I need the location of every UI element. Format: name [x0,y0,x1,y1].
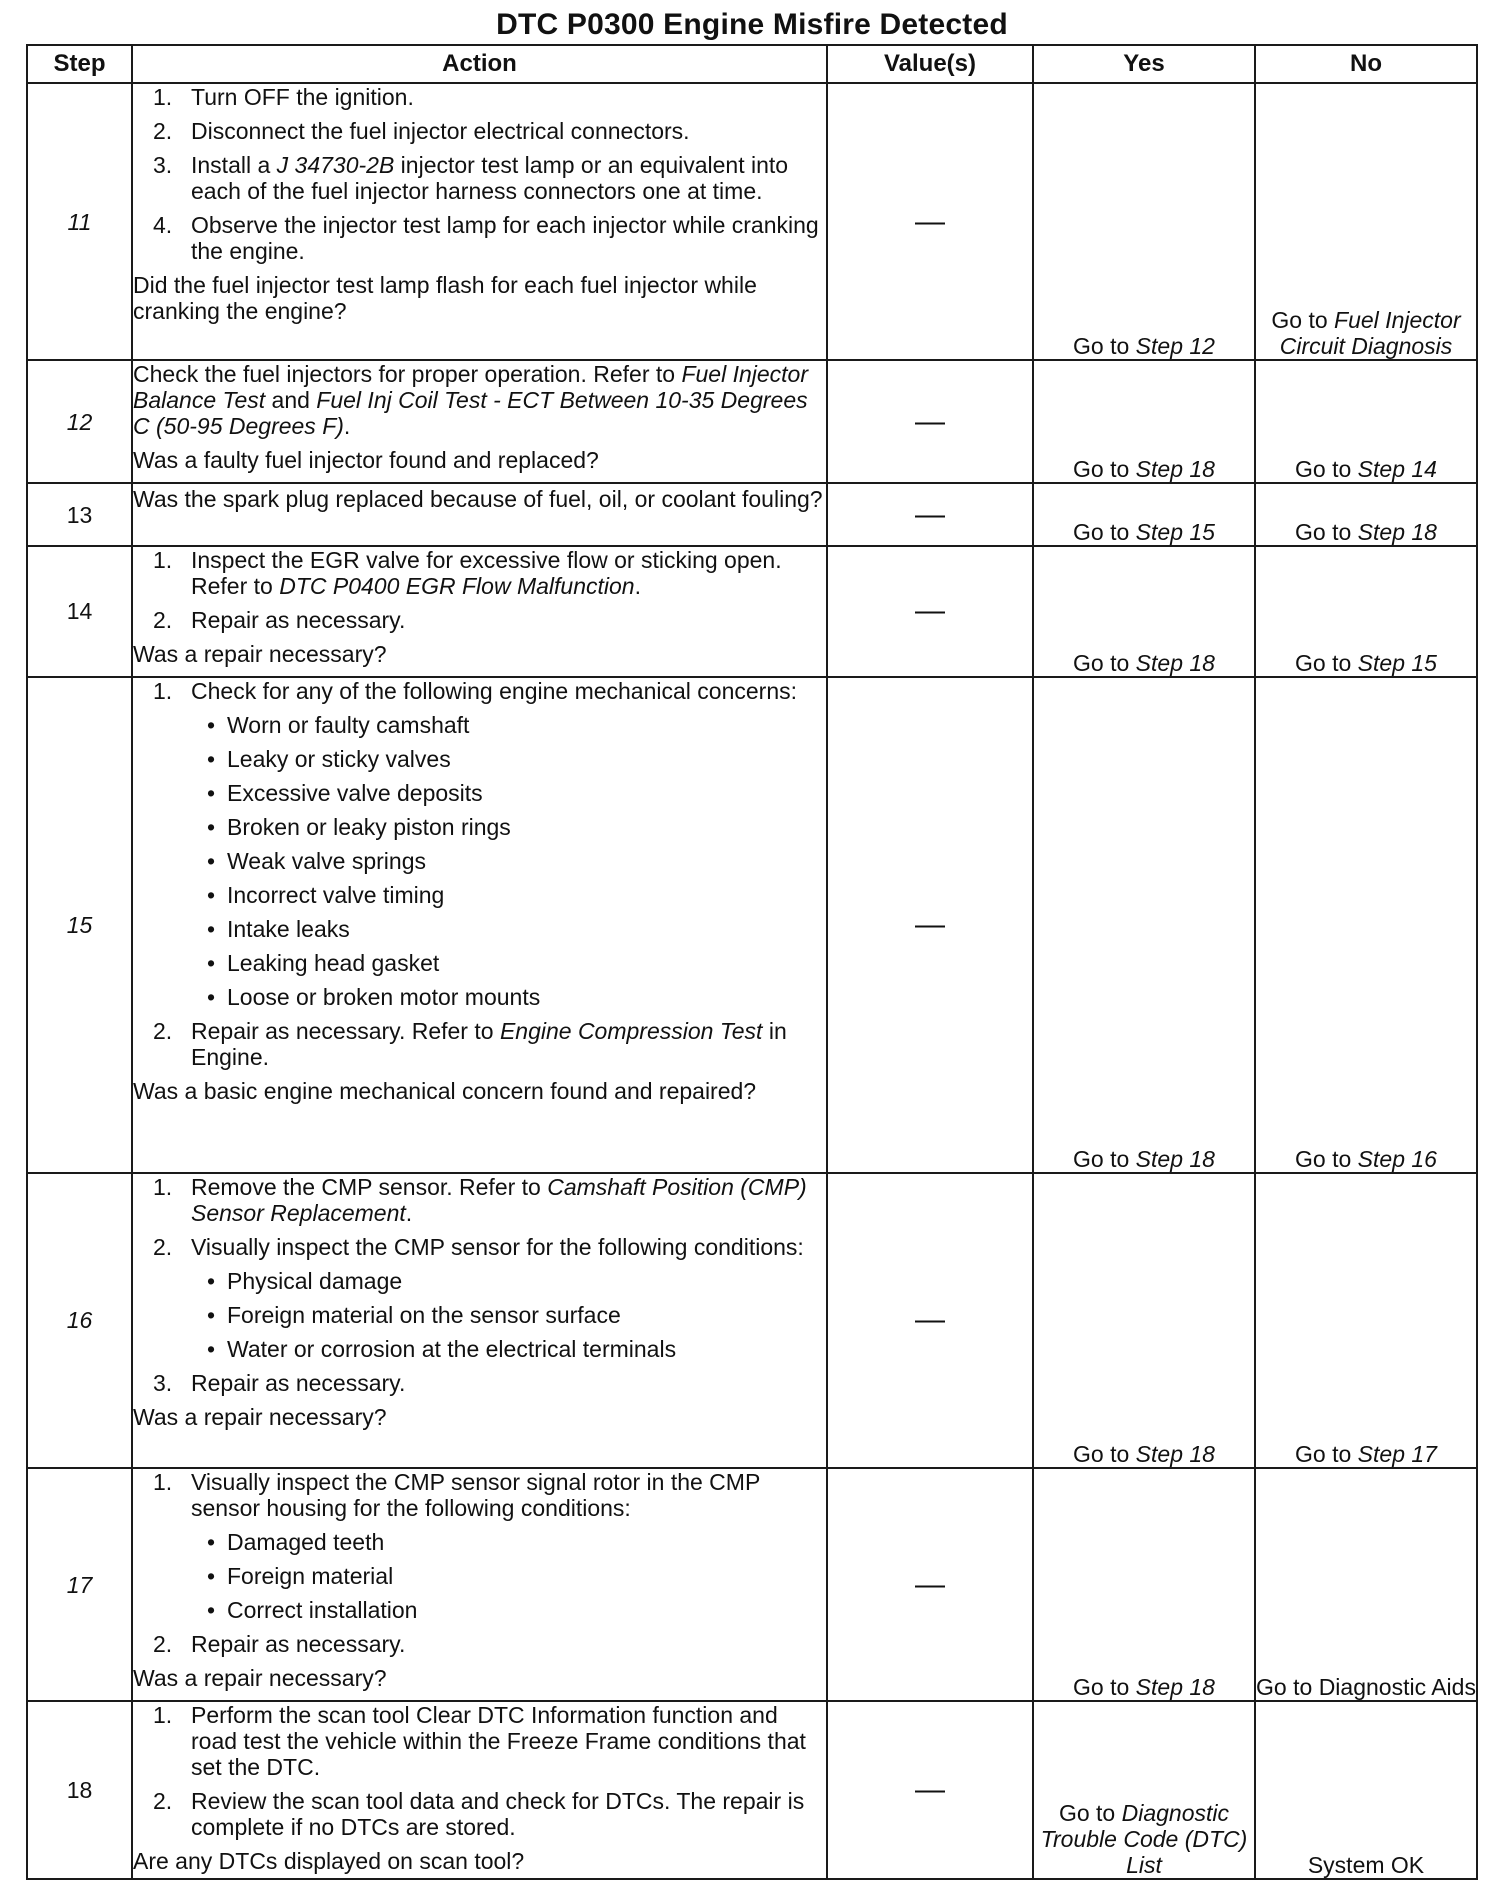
step-number: 18 [27,1701,132,1879]
value-cell: — [827,360,1033,483]
action-cell [132,1701,827,1879]
bullet-item: • Leaking head gasket [207,949,440,976]
table-row [27,83,1477,360]
value-cell: — [827,83,1033,360]
bullet-list [191,712,826,1010]
bullet-item: • Broken or leaky piston rings [207,813,511,840]
bullet-item: • Foreign material [207,1562,394,1589]
step-number: 14 [27,546,132,677]
list-item: 2. Repair as necessary. [153,606,406,633]
action-steps [133,1469,826,1657]
bullet-item: • Foreign material on the sensor surface [207,1302,621,1329]
yes-cell: Go to Step 15 [1033,483,1255,546]
bullet-item: • Weak valve springs [207,847,426,874]
bullet-item: • Damaged teeth [207,1528,385,1555]
yes-cell: Go to Step 18 [1033,360,1255,483]
list-item: 4. Observe the injector test lamp for each injector while cranking the engine. [153,212,819,264]
value-cell: — [827,483,1033,546]
bullet-item: • Incorrect valve timing [207,881,445,908]
list-item: 2. Disconnect the fuel injector electrical connectors. [153,118,690,144]
value-cell: — [827,1468,1033,1702]
table-row [27,677,1477,1173]
bullet-item: • Worn or faulty camshaft [207,711,470,738]
list-item: 1. Visually inspect the CMP sensor signal rotor in the CMP sensor housing for the following conditions: • Damaged teeth • Foreign material • Correct installation [133,1469,826,1623]
action-steps [133,1702,826,1840]
question-text: Did the fuel injector test lamp flash for each fuel injector while cranking the engine? [133,272,757,324]
action-cell [132,546,827,677]
bullet-item: • Loose or broken motor mounts [207,983,541,1010]
list-item: 1. Inspect the EGR valve for excessive flow or sticking open. Refer to DTC P0400 EGR Flow Malfunction. [153,546,782,599]
no-cell: Go to Step 14 [1255,360,1477,483]
action-steps [133,1174,826,1396]
bullet-item: • Water or corrosion at the electrical terminals [207,1336,677,1363]
header-action: Action [132,45,827,83]
no-cell: Go to Step 15 [1255,546,1477,677]
step-number: 12 [27,360,132,483]
table-row [27,1468,1477,1702]
list-item: 1. Turn OFF the ignition. [153,84,414,110]
question-text: Was a faulty fuel injector found and replaced? [133,447,599,474]
question-text: Was a repair necessary? [133,640,387,667]
yes-cell: Go to Step 18 [1033,1468,1255,1702]
action-text: Check the fuel injectors for proper operation. Refer to Fuel Injector Balance Test and Fuel Inj Coil Test - ECT Between 10-35 Degrees C (50-95 Degrees F). [133,361,809,440]
bullet-item: • Leaky or sticky valves [207,745,451,772]
question-text: Was a repair necessary? [133,1664,387,1691]
yes-cell: Go to Step 18 [1033,546,1255,677]
bullet-item: • Excessive valve deposits [207,779,483,806]
action-steps [133,678,826,1070]
table-row [27,546,1477,677]
action-cell [132,677,827,1173]
list-item: 3. Repair as necessary. [153,1370,406,1397]
action-steps [133,547,826,633]
bullet-list [191,1268,826,1362]
action-steps [133,84,826,264]
table-row [27,1701,1477,1879]
value-cell: — [827,677,1033,1173]
diagnostic-table [26,44,1478,1880]
bullet-item: • Intake leaks [207,915,350,942]
no-cell: Go to Step 16 [1255,677,1477,1173]
action-cell [132,483,827,546]
question-text: Was the spark plug replaced because of fuel, oil, or coolant fouling? [133,486,823,513]
question-text: Was a repair necessary? [133,1404,387,1431]
table-row [27,483,1477,546]
question-text: Are any DTCs displayed on scan tool? [133,1848,525,1875]
bullet-item: • Correct installation [207,1596,418,1623]
header-no: No [1255,45,1477,83]
header-yes: Yes [1033,45,1255,83]
action-cell [132,1173,827,1467]
yes-cell: Go to Step 18 [1033,1173,1255,1467]
yes-cell: Go to Step 18 [1033,677,1255,1173]
step-number: 16 [27,1173,132,1467]
action-cell [132,360,827,483]
step-number: 15 [27,677,132,1173]
bullet-item: • Physical damage [207,1268,403,1295]
no-cell: Go to Fuel Injector Circuit Diagnosis [1255,83,1477,360]
list-item: 2. Review the scan tool data and check for DTCs. The repair is complete if no DTCs are stored. [153,1788,805,1841]
question-text: Was a basic engine mechanical concern found and repaired? [133,1077,757,1104]
table-row [27,1173,1477,1467]
list-item: 1. Check for any of the following engine mechanical concerns: • Worn or faulty camshaft • Leaky or sticky valves • Excessive valve deposits • Broken or leaky piston rings • Weak valve springs • Incorrect valve timing • Intake leaks • Leaking head gasket • Loose or broken motor mounts [133,678,826,1010]
action-cell [132,83,827,360]
no-cell: Go to Step 18 [1255,483,1477,546]
list-item: 2. Repair as necessary. [153,1630,406,1657]
header-step: Step [27,45,132,83]
header-value: Value(s) [827,45,1033,83]
no-cell: Go to Step 17 [1255,1173,1477,1467]
value-cell: — [827,1173,1033,1467]
no-cell: Go to Diagnostic Aids [1255,1468,1477,1702]
yes-cell: Go to Step 12 [1033,83,1255,360]
table-row [27,360,1477,483]
step-number: 17 [27,1468,132,1702]
action-cell [132,1468,827,1702]
list-item: 1. Remove the CMP sensor. Refer to Camshaft Position (CMP) Sensor Replacement. [153,1174,807,1227]
value-cell: — [827,1701,1033,1879]
step-number: 13 [27,483,132,546]
yes-cell: Go to Diagnostic Trouble Code (DTC) List [1033,1701,1255,1879]
list-item: 1. Perform the scan tool Clear DTC Information function and road test the vehicle within the Freeze Frame conditions that set the DTC. [153,1702,806,1781]
list-item: 2. Visually inspect the CMP sensor for the following conditions: • Physical damage • Foreign material on the sensor surface • Water or corrosion at the electrical terminals [133,1234,826,1362]
list-item: 2. Repair as necessary. Refer to Engine Compression Test in Engine. [153,1017,787,1070]
list-item: 3. Install a J 34730-2B injector test lamp or an equivalent into each of the fuel injector harness connectors one at time. [153,152,789,204]
document-title: DTC P0300 Engine Misfire Detected [496,8,1008,41]
no-cell: System OK [1255,1701,1477,1879]
bullet-list [191,1529,826,1623]
header-row [27,45,1477,83]
value-cell: — [827,546,1033,677]
step-number: 11 [27,83,132,360]
